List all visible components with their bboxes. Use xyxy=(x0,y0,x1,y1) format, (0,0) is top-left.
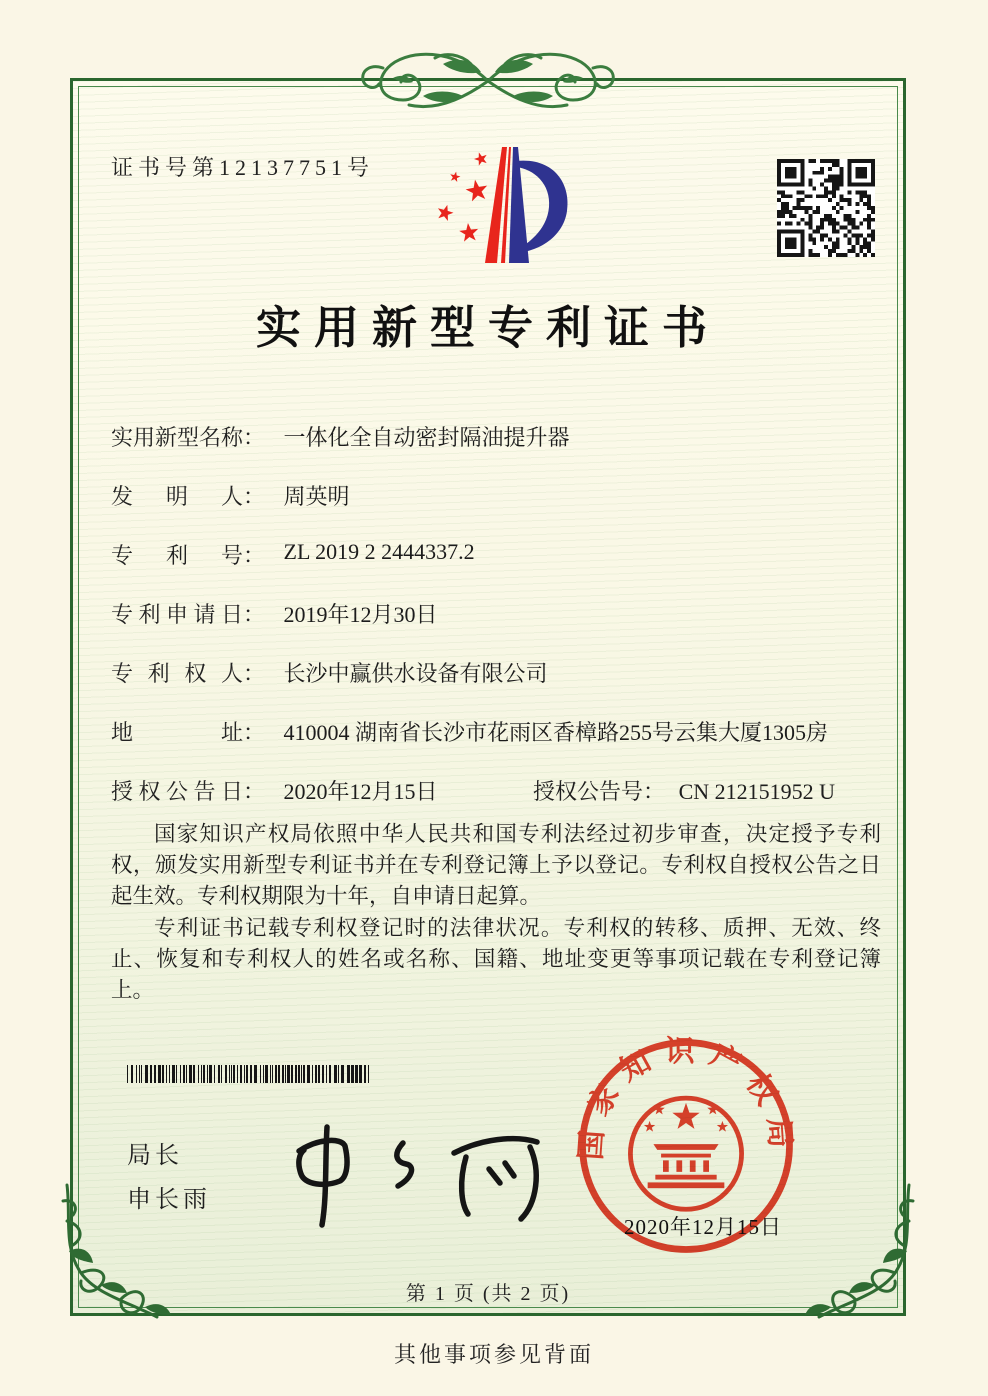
field-label: 地址 xyxy=(111,720,243,745)
top-flourish-ornament xyxy=(323,38,653,124)
field-colon: ： xyxy=(243,602,266,627)
national-emblem-icon xyxy=(630,1098,741,1209)
officer-title: 局长 xyxy=(127,1143,183,1169)
legal-text xyxy=(111,819,881,1007)
field-row-inventor xyxy=(111,480,881,510)
seal-text: 国家知识产权局 xyxy=(575,1036,797,1162)
field-colon: ： xyxy=(243,779,266,804)
field-colon: ： xyxy=(243,425,266,450)
grant-date-value: 2020年12月15日 xyxy=(283,779,438,804)
grant-date-label: 授权公告日 xyxy=(111,779,243,804)
field-label: 专利权人 xyxy=(111,661,243,686)
page-number: 第 1 页 (共 2 页) xyxy=(405,1283,571,1305)
grant-number-value: CN 212151952 U xyxy=(678,779,836,804)
legal-paragraph-1: 国家知识产权局依照中华人民共和国专利法经过初步审查，决定授予专利权，颁发实用新型专利证书并在专利登记簿上予以登记。专利权自授权公告之日起生效。专利权期限为十年，自申请日起算。 xyxy=(111,822,881,908)
grant-number-label: 授权公告号 xyxy=(533,779,644,804)
field-value: 长沙中赢供水设备有限公司 xyxy=(283,661,548,686)
field-colon: ： xyxy=(643,779,666,804)
grant-number-group xyxy=(533,775,835,806)
field-row-patent-no xyxy=(111,539,881,569)
field-label: 实用新型名称 xyxy=(111,425,244,450)
cnipa-logo xyxy=(417,139,593,275)
field-colon: ： xyxy=(243,484,266,509)
field-value: 一体化全自动密封隔油提升器 xyxy=(283,425,570,450)
field-label: 发明人 xyxy=(111,484,243,509)
certificate-number: 证书号第12137751号 xyxy=(111,155,375,180)
field-row-filing-date xyxy=(111,598,881,628)
field-colon: ： xyxy=(243,543,266,568)
legal-paragraph-2: 专利证书记载专利权登记时的法律状况。专利权的转移、质押、无效、终止、恢复和专利权人的姓名或名称、国籍、地址变更等事项记载在专利登记簿上。 xyxy=(111,916,881,1002)
field-colon: ： xyxy=(243,720,266,745)
seal-date: 2020年12月15日 xyxy=(624,1215,782,1239)
field-value: ZL 2019 2 2444337.2 xyxy=(283,539,475,564)
field-row-patentee xyxy=(111,657,881,687)
signature xyxy=(269,1111,569,1231)
field-value: 410004 湖南省长沙市花雨区香樟路255号云集大厦1305房 xyxy=(283,720,829,745)
field-row-grant xyxy=(111,775,881,805)
field-label: 专利号 xyxy=(111,543,243,568)
field-label: 专利申请日 xyxy=(111,602,243,627)
officer-name: 申长雨 xyxy=(127,1187,211,1213)
certificate-border-frame xyxy=(70,78,906,1316)
field-value: 2019年12月30日 xyxy=(283,602,438,627)
barcode xyxy=(127,1065,372,1083)
qr-code xyxy=(777,159,875,257)
field-row-address xyxy=(111,716,881,746)
field-value: 周英明 xyxy=(283,484,350,509)
field-colon: ： xyxy=(243,661,266,686)
field-list xyxy=(111,421,881,834)
field-row-name xyxy=(111,421,881,451)
certificate-title: 实用新型专利证书 xyxy=(255,303,720,353)
back-note: 其他事项参见背面 xyxy=(393,1342,594,1367)
